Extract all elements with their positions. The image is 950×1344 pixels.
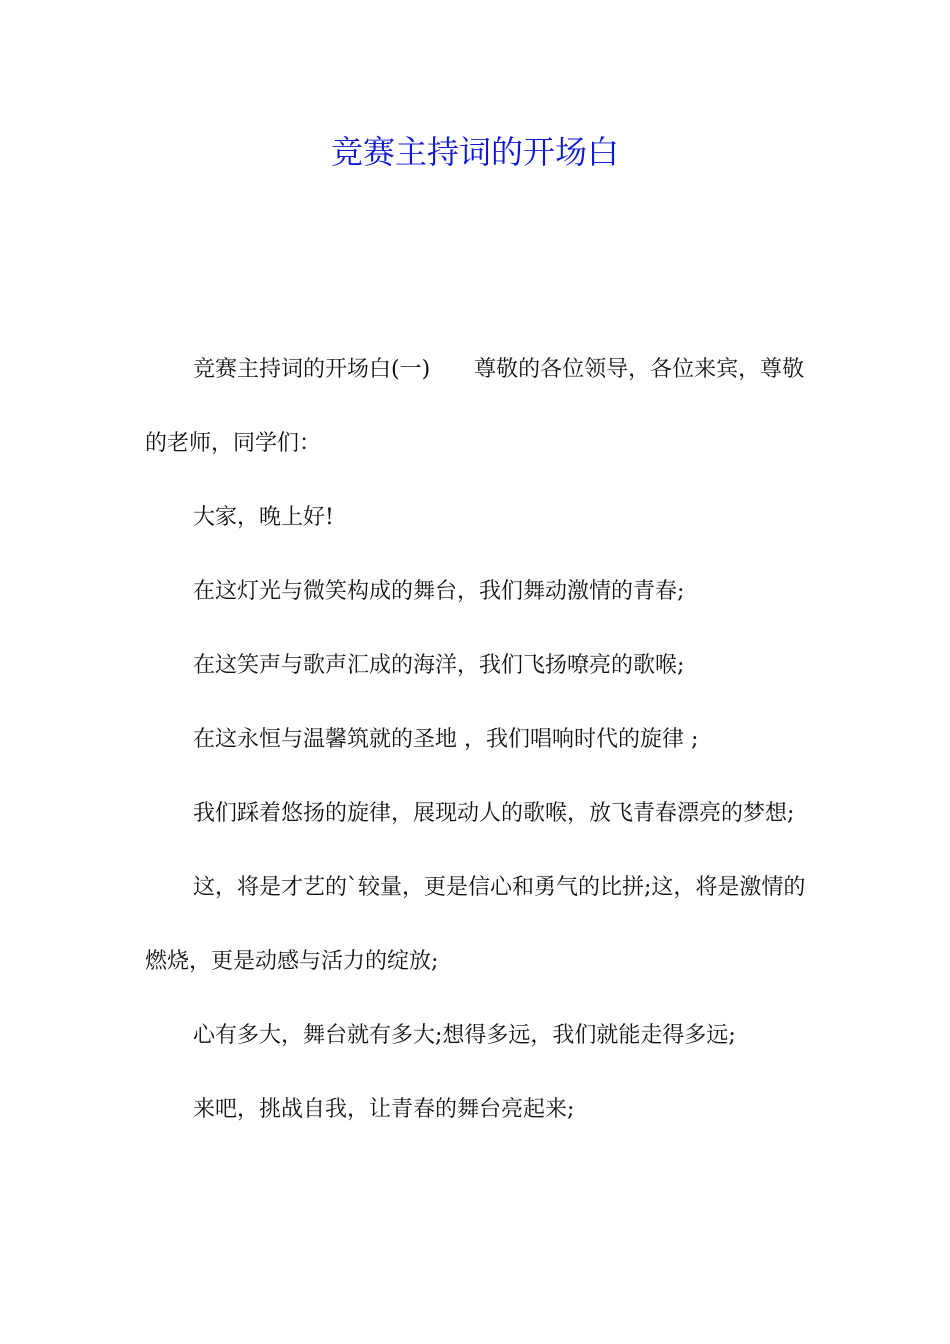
paragraph-ocean: 在这笑声与歌声汇成的海洋，我们飞扬嘹亮的歌喉;	[193, 653, 685, 678]
paragraph-contest: 这，将是才艺的`较量，更是信心和勇气的比拼;这，将是激情的燃烧，更是动感与活力的绽放;	[145, 875, 806, 974]
paragraph-challenge: 来吧，挑战自我，让青春的舞台亮起来;	[193, 1097, 575, 1122]
paragraph-intro: 竞赛主持词的开场白(一) 尊敬的各位领导，各位来宾，尊敬的老师，同学们：	[145, 357, 805, 456]
document-title: 竞赛主持词的开场白	[330, 133, 619, 171]
paragraph-dream: 我们踩着悠扬的旋律，展现动人的歌喉，放飞青春漂亮的梦想;	[193, 801, 795, 826]
document-body	[145, 333, 825, 1147]
paragraph-stage: 在这灯光与微笑构成的舞台，我们舞动激情的青春;	[193, 579, 685, 604]
paragraph-greeting: 大家，晚上好!	[193, 505, 334, 530]
paragraph-melody: 在这永恒与温馨筑就的圣地 ，我们唱响时代的旋律 ;	[193, 727, 699, 752]
paragraph-heart: 心有多大，舞台就有多大;想得多远，我们就能走得多远;	[193, 1023, 736, 1048]
